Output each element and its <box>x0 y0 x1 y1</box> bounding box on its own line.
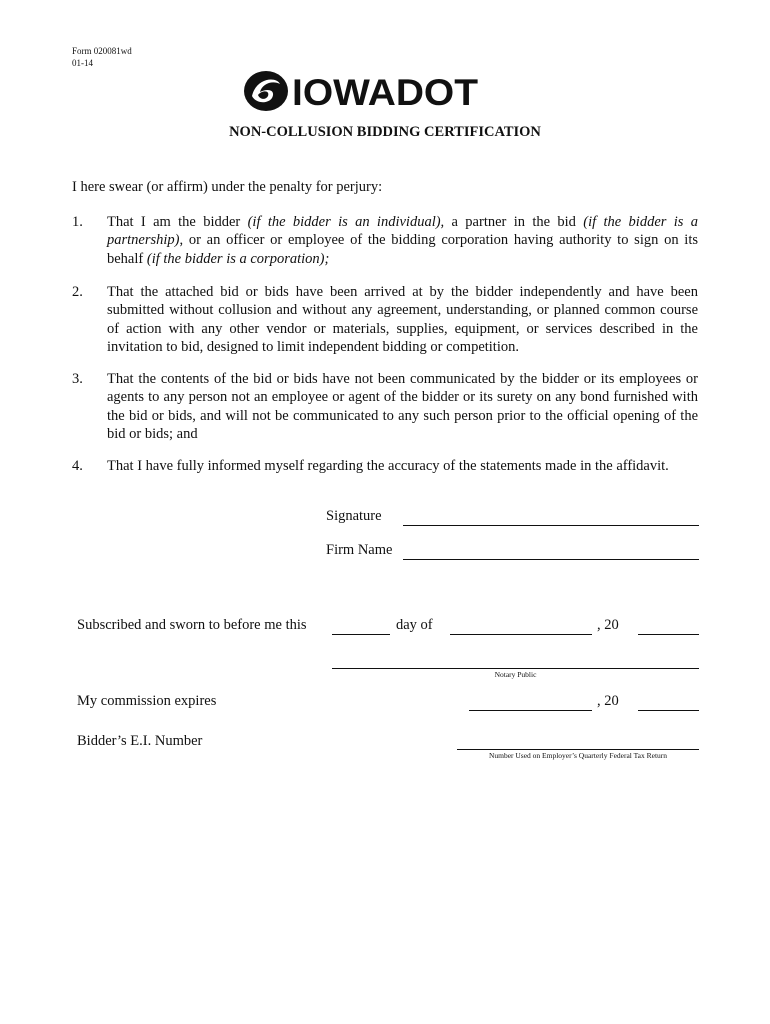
ein-label: Bidder’s E.I. Number <box>77 733 203 749</box>
ein-caption: Number Used on Employer’s Quarterly Federal Tax Return <box>488 751 668 760</box>
iowa-dot-logo <box>242 68 482 114</box>
list-item <box>72 457 698 477</box>
firm-name-label: Firm Name <box>326 542 393 558</box>
item-text: That the contents of the bid or bids have not been communicated by the bidder or its employees or agents to any person not an employee or agent of the bidder or its surety on any bond furnished with the bid or bids, and will not be communicated to any such person prior to the official opening of the bid or bids; and <box>107 371 698 442</box>
page-title: NON-COLLUSION BIDDING CERTIFICATION <box>229 124 541 140</box>
form-number: Form 020081wd <box>72 46 132 56</box>
item-text: That I am the bidder (if the bidder is an individual), a partner in the bid (if the bidder is a partnership), or an officer or employee of the bidding corporation having authority to sign on its behalf (if the bidder is a corporation); <box>107 214 699 267</box>
commission-year-field[interactable] <box>638 710 699 711</box>
commission-date-field[interactable] <box>469 710 592 711</box>
item-number: 3. <box>72 371 83 387</box>
list-item <box>72 213 698 269</box>
sworn-year-prefix: , 20 <box>597 617 619 633</box>
notary-signature-field[interactable] <box>332 668 699 669</box>
sworn-year-field[interactable] <box>638 634 699 635</box>
item-number: 1. <box>72 214 83 230</box>
list-item <box>72 283 698 357</box>
notary-caption: Notary Public <box>494 670 537 679</box>
iowa-dot-logo-mark <box>242 68 482 114</box>
commission-label: My commission expires <box>77 693 217 709</box>
commission-year-prefix: , 20 <box>597 693 619 709</box>
item-text: That I have fully informed myself regarding the accuracy of the statements made in the affidavit. <box>107 458 669 474</box>
ein-field[interactable] <box>457 749 699 750</box>
item-number: 4. <box>72 458 83 474</box>
form-revision: 01-14 <box>72 58 93 68</box>
sworn-month-field[interactable] <box>450 634 592 635</box>
item-text: That the attached bid or bids have been arrived at by the bidder independently and have been submitted without collusion and without any agreement, understanding, or planned common course of action with any other vendor or materials, supplies, equipment, or services described in the invitation to bid, designed to limit independent bidding or competition. <box>107 284 698 355</box>
sworn-label: Subscribed and sworn to before me this <box>77 617 307 633</box>
firm-name-field[interactable] <box>403 559 699 560</box>
form-number-block <box>72 45 132 69</box>
list-item <box>72 370 698 444</box>
sworn-day-field[interactable] <box>332 634 390 635</box>
intro-text: I here swear (or affirm) under the penalty for perjury: <box>72 179 383 195</box>
item-number: 2. <box>72 284 83 300</box>
logo-text: IOWADOT <box>292 72 479 113</box>
day-of-label: day of <box>396 617 433 633</box>
signature-field[interactable] <box>403 525 699 526</box>
signature-label: Signature <box>326 508 382 524</box>
